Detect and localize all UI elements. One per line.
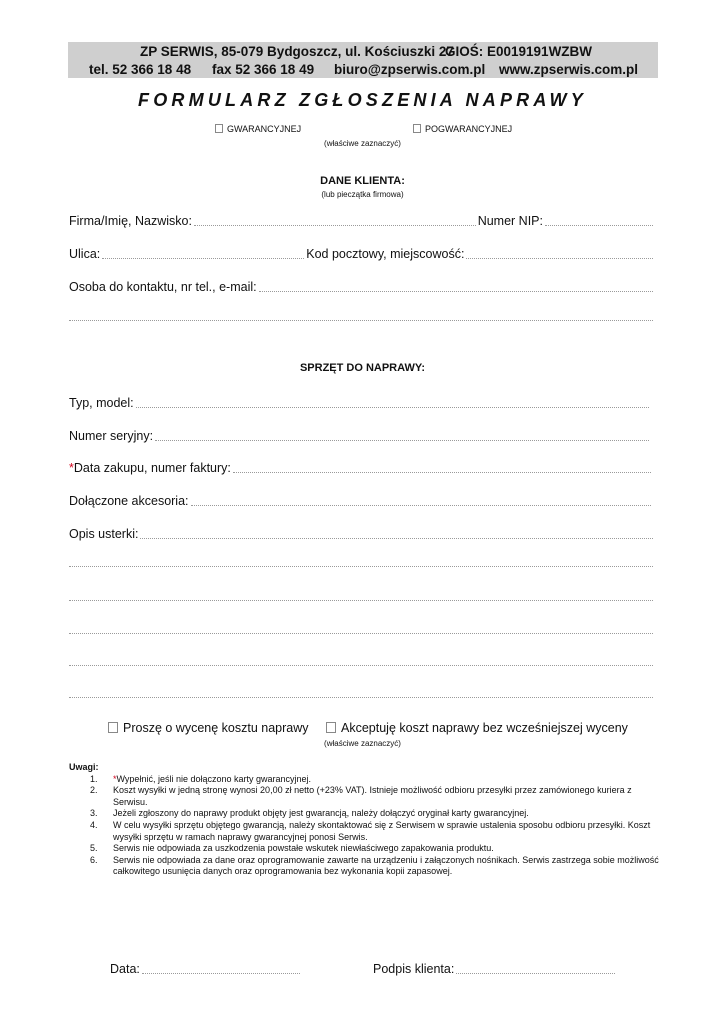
date-label: Data: [110,962,140,976]
type-model-field[interactable] [136,404,649,408]
accept-cost-label: Akceptuję koszt naprawy bez wcześniejszej wyceny [341,721,628,735]
warranty-checkbox[interactable] [215,124,223,133]
fault-label: Opis usterki: [69,527,139,541]
fault-line[interactable] [69,697,653,698]
purchase-label: Data zakupu, numer faktury: [73,461,231,475]
note-item: 1. *Wypełnić, jeśli nie dołączono karty gwarancyjnej. [90,773,312,784]
quote-request-option[interactable] [108,721,309,735]
postal-label: Kod pocztowy, miejscowość: [306,247,465,261]
fault-line[interactable] [69,665,653,666]
street-field[interactable] [102,255,304,259]
notes-title: Uwagi: [69,762,99,772]
note-item: 3. Jeżeli zgłoszony do naprawy produkt objęty jest gwarancją, należy dołączyć oryginał karty gwarancyjnej. [90,808,529,819]
fault-line[interactable] [69,600,653,601]
purchase-row [69,460,651,476]
warranty-label: GWARANCYJNEJ [227,124,302,134]
contact-row [69,279,653,295]
nip-field[interactable] [545,222,653,226]
fault-field[interactable] [140,535,653,539]
company-header [68,42,658,78]
company-phone: tel. 52 366 18 48 [89,62,192,77]
postal-field[interactable] [466,255,653,259]
company-address: ZP SERWIS, 85-079 Bydgoszcz, ul. Kościuszki 27 [140,44,454,59]
post-warranty-label: POGWARANCYJNEJ [425,124,513,134]
accessories-label: Dołączone akcesoria: [69,494,189,508]
serial-label: Numer seryjny: [69,429,154,443]
type-model-row [69,395,649,411]
contact-field[interactable] [259,288,653,292]
company-fax: fax 52 366 18 49 [212,62,315,77]
contact-label: Osoba do kontaktu, nr tel., e-mail: [69,280,257,294]
street-label: Ulica: [69,247,101,261]
equipment-section-title: SPRZĘT DO NAPRAWY: [299,362,426,374]
company-website: www.zpserwis.com.pl [499,62,639,77]
serial-row [69,428,649,444]
client-name-field[interactable] [194,222,476,226]
quote-request-checkbox[interactable] [108,722,118,733]
note-item: 4. W celu wysyłki sprzętu objętego gwarancją, należy skontaktować się z Serwisem w sprawie ustalenia sposobu odbioru przesyłki. Koszt wysyłki sprzętu w ramach naprawy gwarancyjnej ponosi Serwis. [90,819,651,842]
note-item: 6. Serwis nie odpowiada za dane oraz oprogramowanie zawarte na urządzeniu i załączonych nośnikach. Serwis zastrzega sobie możliwość całkowitego usunięcia danych oraz oprogramowania bez wykonania kopii zapasowej. [90,854,659,877]
fault-row [69,526,653,542]
notes [69,762,659,878]
company-email: biuro@zpserwis.com.pl [334,62,486,77]
post-warranty-option[interactable] [413,124,512,134]
client-name-row [69,213,653,229]
client-section-subtitle: (lub pieczątka firmowa) [321,190,404,199]
quote-request-label: Proszę o wycenę kosztu naprawy [123,721,309,735]
warranty-option[interactable] [215,124,301,134]
date-row [110,961,300,977]
client-name-label: Firma/Imię, Nazwisko: [69,214,192,228]
purchase-required-star: * [69,461,74,475]
signature-label: Podpis klienta: [373,962,455,976]
address-row [69,246,653,262]
note-item: 2. Koszt wysyłki w jedną stronę wynosi 20,00 zł netto (+23% VAT). Istnieje możliwość odbioru przesyłki przez zamówionego kuriera z Serwisu. [90,785,632,807]
note-item: 5. Serwis nie odpowiada za uszkodzenia powstałe wskutek niewłaściwego zapakowania produktu. [90,843,494,854]
fault-line[interactable] [69,633,653,634]
accept-cost-checkbox[interactable] [326,722,336,733]
form-title: FORMULARZ ZGŁOSZENIA NAPRAWY [138,90,587,110]
client-section-title: DANE KLIENTA: [320,175,405,187]
post-warranty-checkbox[interactable] [413,124,421,133]
type-model-label: Typ, model: [69,396,134,410]
contact-field-extra[interactable] [69,320,653,321]
accessories-field[interactable] [191,502,651,506]
fault-line[interactable] [69,566,653,567]
date-field[interactable] [142,970,300,974]
nip-label: Numer NIP: [477,214,543,228]
serial-field[interactable] [155,437,649,441]
accessories-row [69,493,651,509]
gios-number: GIOŚ: E0019191WZBW [445,44,593,59]
quote-hint: (właściwe zaznaczyć) [324,739,401,748]
signature-row [373,961,615,977]
purchase-field[interactable] [233,469,651,473]
signature-field[interactable] [456,970,615,974]
notes-list [69,774,659,878]
warranty-hint: (właściwe zaznaczyć) [324,139,401,148]
accept-cost-option[interactable] [326,721,628,735]
